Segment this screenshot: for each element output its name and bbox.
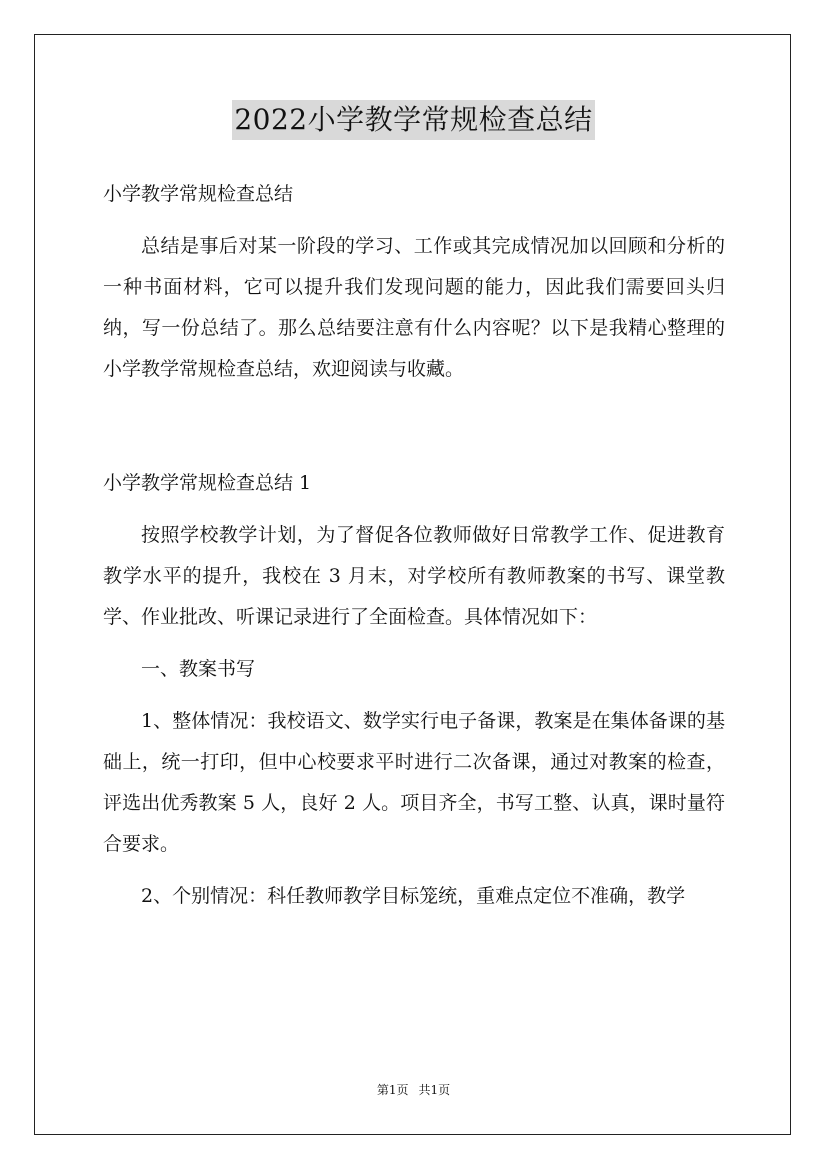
document-body (103, 174, 725, 917)
item-heading: 一、教案书写 (141, 658, 256, 680)
item-paragraph-1: 1、整体情况：我校语文、数学实行电子备课，教案是在集体备课的基础上，统一打印，但中心校要求平时进行二次备课，通过对教案的检查，评选出优秀教案 5 人，良好 2 人。项目齐全，书写工整、认真，课时量符合要求。 (103, 710, 725, 855)
intro-paragraph: 总结是事后对某一阶段的学习、工作或其完成情况加以回顾和分析的一种书面材料，它可以提升我们发现问题的能力，因此我们需要回头归纳，写一份总结了。那么总结要注意有什么内容呢？以下是我精心整理的小学教学常规检查总结，欢迎阅读与收藏。 (103, 235, 725, 380)
section-heading: 小学教学常规检查总结 1 (103, 472, 312, 494)
section-paragraph: 按照学校教学计划，为了督促各位教师做好日常教学工作、促进教育教学水平的提升，我校在 3 月末，对学校所有教师教案的书写、课堂教学、作业批改、听课记录进行了全面检查。具体情况如下： (103, 524, 725, 628)
document-title: 2022小学教学常规检查总结 (232, 100, 594, 140)
document-subtitle: 小学教学常规检查总结 (103, 183, 294, 205)
item-paragraph-2: 2、个别情况：科任教师教学目标笼统，重难点定位不准确，教学 (141, 885, 686, 907)
title-container (0, 100, 827, 140)
page-footer (0, 1082, 827, 1098)
page-total: 共1页 (418, 1083, 451, 1097)
page-number: 第1页 (376, 1083, 409, 1097)
